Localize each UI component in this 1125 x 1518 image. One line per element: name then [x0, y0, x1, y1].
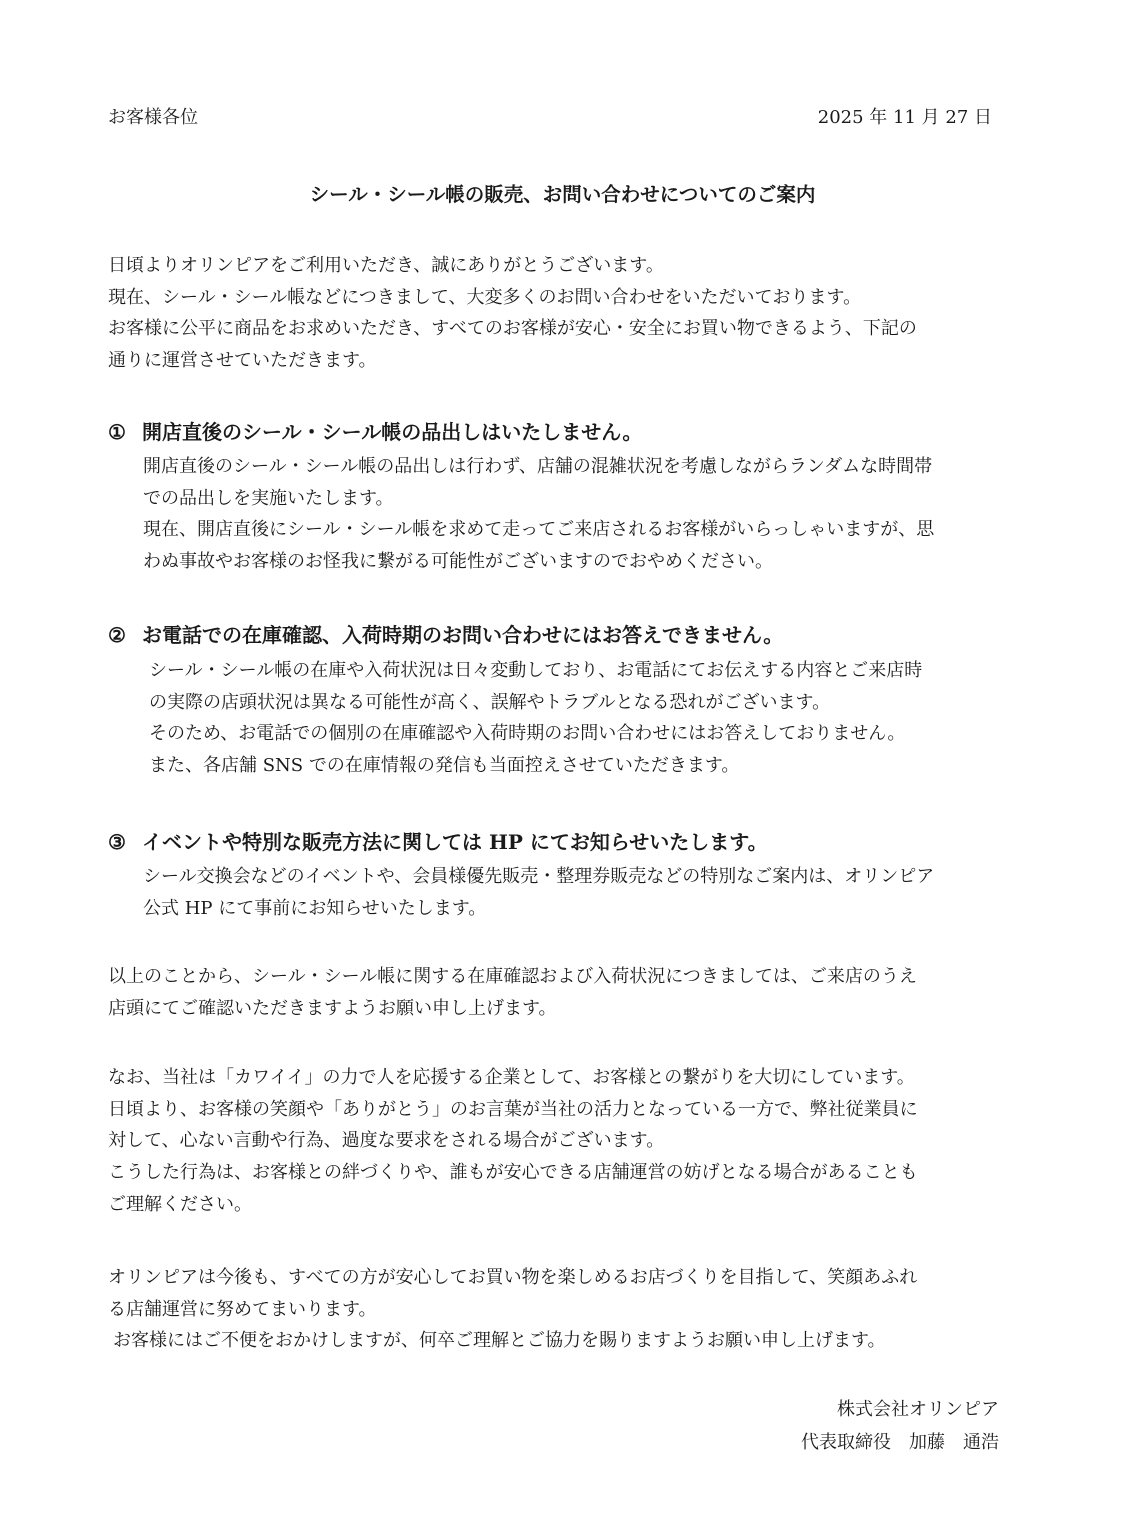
section-1-number: ① [108, 420, 126, 444]
note-line: ご理解ください。 [108, 1193, 252, 1215]
section-2-line: の実際の店頭状況は異なる可能性が高く、誤解やトラブルとなる恐れがございます。 [149, 691, 831, 713]
section-2-heading-text: お電話での在庫確認、入荷時期のお問い合わせにはお答えできません。 [142, 623, 784, 647]
intro-line: 通りに運営させていただきます。 [108, 350, 377, 372]
conclusion-line: 以上のことから、シール・シール帳に関する在庫確認および入荷状況につきましては、ご来店のうえ [108, 966, 917, 987]
intro-line: 日頃よりオリンピアをご利用いただき、誠にありがとうございます。 [108, 255, 664, 276]
section-2-line: また、各店舗 SNS での在庫情報の発信も当面控えさせていただきます。 [149, 755, 740, 777]
addressee: お客様各位 [108, 107, 198, 128]
note-line: こうした行為は、お客様との絆づくりや、誰もが安心できる店舗運営の妨げとなる場合があることも [108, 1162, 918, 1184]
closing-line: お客様にはご不便をおかけしますが、何卒ご理解とご協力を賜りますようお願い申し上げます。 [113, 1330, 886, 1352]
intro-line: 現在、シール・シール帳などにつきまして、大変多くのお問い合わせをいただいております。 [108, 286, 862, 308]
signature-representative: 代表取締役 加藤 通浩 [801, 1432, 999, 1453]
intro-line: お客様に公平に商品をお求めいただき、すべてのお客様が安心・安全にお買い物できるよう、下記の [108, 318, 917, 340]
note-line: なお、当社は「カワイイ」の力で人を応援する企業として、お客様との繋がりを大切にしています。 [108, 1067, 915, 1088]
section-3-line: シール交換会などのイベントや、会員様優先販売・整理券販売などの特別なご案内は、オリンピア [143, 866, 935, 887]
section-1-heading [108, 418, 642, 446]
signature-company: 株式会社オリンピア [837, 1399, 999, 1420]
section-1-line: 現在、開店直後にシール・シール帳を求めて走ってご来店されるお客様がいらっしゃいますが、思 [143, 519, 935, 541]
conclusion-paragraph [108, 961, 1008, 1024]
section-2-line: そのため、お電話での個別の在庫確認や入荷時期のお問い合わせにはお答えしておりません。 [149, 723, 906, 745]
note-line: 対して、心ない言動や行為、過度な要求をされる場合がございます。 [108, 1130, 665, 1152]
note-paragraph [108, 1062, 1008, 1221]
section-1-line: での品出しを実施いたします。 [143, 487, 394, 509]
closing-line: る店舗運営に努めてまいります。 [108, 1298, 377, 1320]
note-line: 日頃より、お客様の笑顔や「ありがとう」のお言葉が当社の活力となっている一方で、弊社従業員に [108, 1098, 918, 1120]
document-title: シール・シール帳の販売、お問い合わせについてのご案内 [309, 183, 816, 206]
section-1-heading-text: 開店直後のシール・シール帳の品出しはいたしません。 [142, 420, 643, 444]
section-1-body [143, 451, 934, 578]
section-1-line: わぬ事故やお客様のお怪我に繋がる可能性がございますのでおやめください。 [143, 551, 773, 573]
section-2-heading [108, 621, 783, 649]
closing-paragraph [108, 1262, 1008, 1357]
section-2-number: ② [108, 623, 126, 647]
section-2-line: シール・シール帳の在庫や入荷状況は日々変動しており、お電話にてお伝えする内容とご来店時 [149, 660, 923, 681]
section-3-heading [108, 828, 768, 856]
section-1-line: 開店直後のシール・シール帳の品出しは行わず、店舗の混雑状況を考慮しながらランダムな時間帯 [143, 456, 933, 477]
conclusion-line: 店頭にてご確認いただきますようお願い申し上げます。 [108, 997, 557, 1019]
section-2-body [149, 655, 922, 782]
closing-line: オリンピアは今後も、すべての方が安心してお買い物を楽しめるお店づくりを目指して、笑顔あふれ [108, 1267, 918, 1288]
document-date: 2025 年 11 月 27 日 [817, 107, 992, 128]
section-3-body [143, 861, 934, 924]
section-3-line: 公式 HP にて事前にお知らせいたします。 [143, 897, 487, 919]
intro-paragraph [108, 250, 1008, 377]
section-3-number: ③ [108, 830, 126, 854]
section-3-heading-text: イベントや特別な販売方法に関しては HP にてお知らせいたします。 [142, 830, 768, 854]
